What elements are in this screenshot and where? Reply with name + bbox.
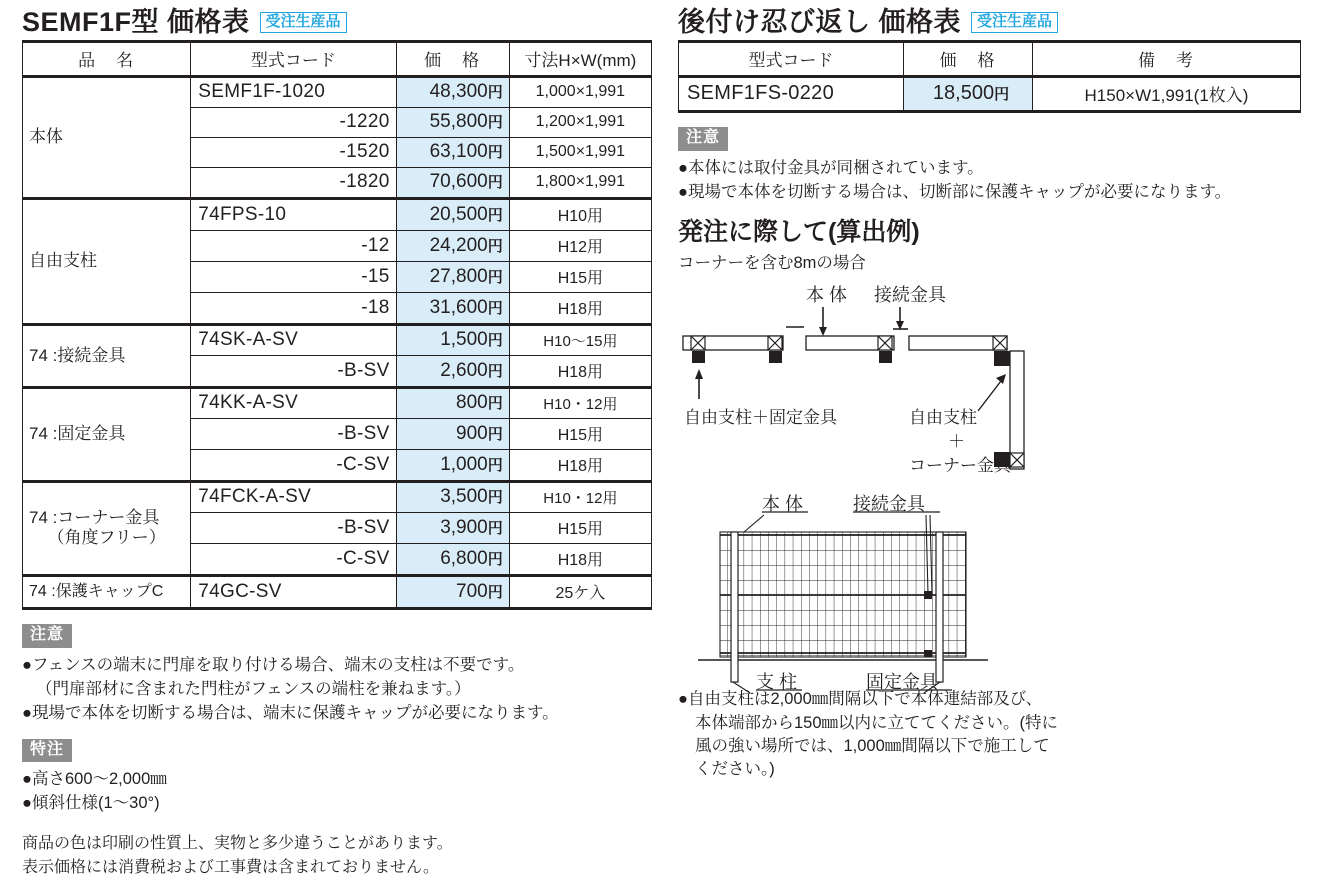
dimension-cell: H18用 [509, 293, 651, 325]
col-header-price: 価 格 [396, 42, 509, 77]
price-cell [396, 482, 509, 513]
yen-unit: 円 [487, 332, 503, 350]
price-cell [396, 513, 509, 544]
price-cell [396, 356, 509, 388]
table-row [23, 482, 652, 513]
order-section-heading: 発注に際して(算出例) [678, 217, 920, 246]
price-cell [396, 199, 509, 231]
caution-tag-right: 注意 [678, 127, 728, 150]
dimension-cell: H10・12用 [509, 388, 651, 419]
caution-line: ●フェンスの端末に門扉を取り付ける場合、端末の支柱は不要です。 [22, 655, 525, 674]
price-cell [396, 293, 509, 325]
code-cell: -12 [191, 231, 396, 262]
page-title-right: 後付け忍び返し 価格表 [678, 7, 962, 37]
dimension-cell: 1,500×1,991 [509, 138, 651, 168]
code-cell: 74FCK-A-SV [191, 482, 396, 513]
group-name-line1: 74 :コーナー金具 [29, 507, 160, 527]
price-cell [396, 77, 509, 108]
caution-lines-right [678, 157, 1300, 205]
table-row [679, 77, 1301, 112]
footnotes-left [22, 832, 652, 880]
code-cell: -B-SV [191, 356, 396, 388]
group-name-cell: 74 :保護キャップC [23, 576, 191, 609]
code-cell: -B-SV [191, 513, 396, 544]
footnote-line: 商品の色は印刷の性質上、実物と多少違うことがあります。 [22, 834, 453, 852]
plan-label-post: 自由支柱 [909, 408, 977, 428]
dimension-cell: H15用 [509, 513, 651, 544]
plan-label-joint: 接続金具 [874, 285, 946, 306]
price-cell [396, 262, 509, 293]
price-value: 1,000 [440, 453, 488, 475]
code-cell: 74KK-A-SV [191, 388, 396, 419]
order-section-subheading: コーナーを含む8mの場合 [678, 254, 866, 273]
caution-line: ●本体には取付金具が同梱されています。 [678, 158, 984, 177]
group-name-cell: 74 :固定金具 [23, 388, 191, 482]
price-value: 48,300 [429, 81, 488, 103]
col-header-remark: 備 考 [1033, 42, 1301, 77]
yen-unit: 円 [487, 395, 503, 413]
elev-label-fix: 固定金具 [866, 672, 938, 693]
price-cell [396, 138, 509, 168]
code-cell: 74SK-A-SV [191, 325, 396, 356]
col-header-code: 型式コード [679, 42, 904, 77]
dimension-cell: H15用 [509, 262, 651, 293]
yen-unit: 円 [487, 174, 503, 192]
plan-view-diagram [678, 281, 1300, 496]
price-value: 3,500 [440, 486, 488, 508]
code-cell: -1220 [191, 108, 396, 138]
dimension-cell: H15用 [509, 419, 651, 450]
install-note-line: ください。) [695, 760, 775, 779]
col-header-code: 型式コード [191, 42, 396, 77]
special-order-lines [22, 768, 652, 816]
yen-unit: 円 [487, 268, 503, 286]
special-order-tag: 特注 [22, 739, 72, 762]
remark-cell: H150×W1,991(1枚入) [1033, 77, 1301, 112]
dimension-cell: 25ケ入 [509, 576, 651, 609]
page-title-left: SEMF1F型 価格表 [22, 7, 250, 37]
code-cell: -B-SV [191, 419, 396, 450]
right-column [678, 8, 1300, 782]
price-value: 700 [456, 580, 488, 602]
price-value: 900 [456, 422, 488, 444]
dimension-cell: H10〜15用 [509, 325, 651, 356]
right-title-row [678, 8, 1300, 36]
yen-unit: 円 [487, 550, 503, 568]
price-value: 31,600 [429, 296, 488, 318]
elev-label-pillar: 支 柱 [756, 672, 798, 693]
made-to-order-badge-right: 受注生産品 [971, 12, 1058, 34]
table-row [23, 77, 652, 108]
yen-unit: 円 [487, 425, 503, 443]
price-value: 3,900 [440, 516, 488, 538]
caution-line: ●現場で本体を切断する場合は、切断部に保護キャップが必要になります。 [678, 182, 1232, 201]
left-column [22, 8, 652, 880]
price-value: 55,800 [429, 111, 488, 133]
price-value: 70,600 [429, 171, 488, 193]
price-value: 24,200 [429, 234, 488, 256]
price-value: 18,500 [932, 82, 995, 105]
table-header-row [679, 42, 1301, 77]
price-cell [396, 450, 509, 482]
install-note-line: ●自由支柱は2,000㎜間隔以下で本体連結部及び、 [678, 690, 1043, 709]
price-value: 27,800 [429, 265, 488, 287]
install-note [678, 688, 1300, 782]
code-cell: 74GC-SV [191, 576, 396, 609]
code-cell: -1820 [191, 168, 396, 199]
dimension-cell: 1,200×1,991 [509, 108, 651, 138]
special-order-block [22, 739, 652, 816]
yen-unit: 円 [487, 299, 503, 317]
special-order-line: ●傾斜仕様(1〜30°) [22, 793, 160, 812]
price-value: 63,100 [429, 141, 488, 163]
install-note-line: 本体端部から150㎜以内に立ててください。(特に [695, 713, 1059, 732]
price-cell [396, 168, 509, 199]
table-row [23, 388, 652, 419]
elev-label-joint: 接続金具 [853, 494, 925, 515]
code-cell: 74FPS-10 [191, 199, 396, 231]
plan-label-plus: ＋ [948, 432, 965, 452]
yen-unit: 円 [487, 206, 503, 224]
dimension-cell: H18用 [509, 450, 651, 482]
dimension-cell: H18用 [509, 356, 651, 388]
caution-lines-left [22, 654, 652, 726]
caution-line: ●現場で本体を切断する場合は、端末に保護キャップが必要になります。 [22, 703, 559, 722]
group-name-cell: 自由支柱 [23, 199, 191, 325]
table-row [23, 325, 652, 356]
caution-block-right [678, 127, 1300, 204]
dimension-cell: H10・12用 [509, 482, 651, 513]
price-value: 6,800 [440, 547, 488, 569]
group-name-cell [23, 482, 191, 576]
group-name-line2: （角度フリー） [47, 528, 166, 548]
col-header-price: 価 格 [904, 42, 1033, 77]
price-value: 800 [456, 392, 488, 414]
price-cell [396, 231, 509, 262]
yen-unit: 円 [487, 84, 503, 102]
price-cell [396, 108, 509, 138]
plan-view-svg [678, 281, 1078, 496]
price-table-left [22, 40, 652, 610]
col-header-name: 品 名 [23, 42, 191, 77]
group-name-cell: 本体 [23, 77, 191, 199]
dimension-cell: H18用 [509, 544, 651, 576]
plan-label-body: 本 体 [806, 285, 848, 306]
made-to-order-badge-left: 受注生産品 [260, 12, 347, 34]
yen-unit: 円 [487, 114, 503, 132]
special-order-line: ●高さ600〜2,000㎜ [22, 769, 167, 788]
price-cell [396, 576, 509, 609]
price-cell [396, 388, 509, 419]
table-row [23, 199, 652, 231]
col-header-dim: 寸法H×W(mm) [509, 42, 651, 77]
yen-unit: 円 [487, 362, 503, 380]
caution-block-left [22, 624, 652, 725]
code-cell: -18 [191, 293, 396, 325]
code-cell: -15 [191, 262, 396, 293]
price-value: 20,500 [429, 203, 488, 225]
caution-line: （門扉部材に含まれた門柱がフェンスの端柱を兼ねます。） [36, 679, 471, 698]
yen-unit: 円 [487, 489, 503, 507]
price-cell [904, 77, 1033, 112]
yen-unit: 円 [994, 86, 1010, 104]
code-cell: -C-SV [191, 544, 396, 576]
price-cell [396, 544, 509, 576]
price-cell [396, 419, 509, 450]
code-cell: SEMF1F-1020 [191, 77, 396, 108]
yen-unit: 円 [487, 456, 503, 474]
price-table-right [678, 40, 1301, 113]
yen-unit: 円 [487, 583, 503, 601]
yen-unit: 円 [487, 237, 503, 255]
left-title-row [22, 8, 652, 36]
dimension-cell: 1,000×1,991 [509, 77, 651, 108]
dimension-cell: H12用 [509, 231, 651, 262]
footnote-line: 表示価格には消費税および工事費は含まれておりません。 [22, 858, 439, 876]
group-name-cell: 74 :接続金具 [23, 325, 191, 388]
yen-unit: 円 [487, 519, 503, 537]
code-cell: SEMF1FS-0220 [679, 77, 904, 112]
install-note-line: 風の強い場所では、1,000㎜間隔以下で施工して [695, 736, 1050, 755]
plan-label-corner: コーナー金具 [909, 456, 1011, 476]
dimension-cell: 1,800×1,991 [509, 168, 651, 199]
yen-unit: 円 [487, 144, 503, 162]
price-value: 1,500 [440, 329, 488, 351]
dimension-cell: H10用 [509, 199, 651, 231]
code-cell: -C-SV [191, 450, 396, 482]
table-header-row [23, 42, 652, 77]
caution-tag-left: 注意 [22, 624, 72, 647]
price-cell [396, 325, 509, 356]
plan-label-post-fix: 自由支柱＋固定金具 [684, 408, 837, 428]
table-row [23, 576, 652, 609]
code-cell: -1520 [191, 138, 396, 168]
elevation-diagram [678, 490, 1300, 700]
elev-label-body: 本 体 [762, 494, 804, 515]
price-value: 2,600 [440, 359, 488, 381]
